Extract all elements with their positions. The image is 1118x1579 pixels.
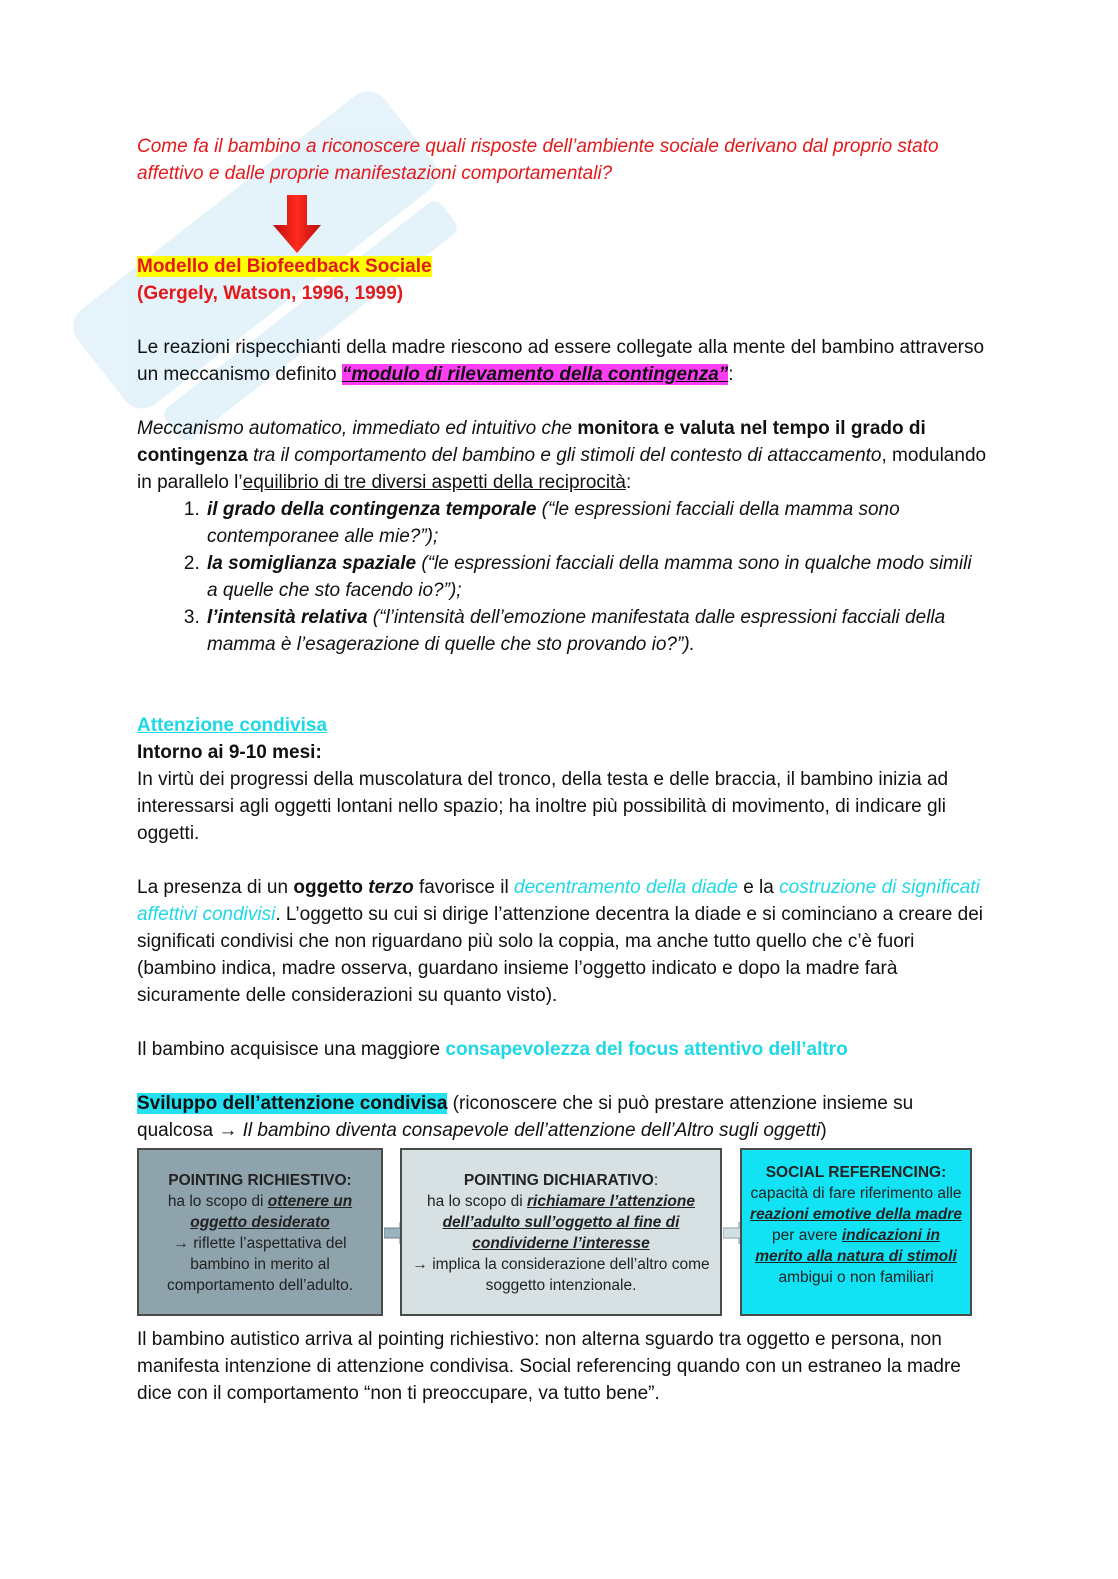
p2-text: La presenza di un: [137, 877, 294, 898]
box-underline: ottenere un oggetto desiderato: [190, 1193, 353, 1231]
box-title: POINTING RICHIESTIVO:: [168, 1172, 352, 1189]
mechanism-bold: monitora e valuta nel tempo il grado di contingenza: [137, 418, 926, 466]
contingency-module-highlight: “modulo di rilevamento della contingenza”: [341, 364, 729, 385]
joint-attention-age: Intorno ai 9-10 mesi:: [137, 742, 322, 763]
box-underline: richiamare l’attenzione dell’adulto sull’oggetto al fine di condividerne l’interesse: [442, 1193, 695, 1252]
box-text-b: → riflette l’aspettativa del bambino in merito al comportamento dell’adulto.: [166, 1235, 354, 1294]
box-social-referencing: [740, 1148, 972, 1316]
list-item-title: il grado della contingenza temporale: [207, 499, 537, 520]
intro-colon: :: [728, 364, 734, 385]
list-item-title: la somiglianza spaziale: [207, 553, 417, 574]
list-item: [205, 550, 987, 604]
box-colon: :: [653, 1172, 659, 1189]
box-text-c: ambigui o non familiari: [778, 1269, 934, 1286]
model-title: Modello del Biofeedback Sociale: [137, 256, 432, 277]
list-item-text: (“le espressioni facciali della mamma sono contemporanee alle mie?”);: [207, 499, 900, 547]
list-item: [205, 604, 987, 658]
development-paragraph: [137, 1090, 987, 1144]
attentive-focus-awareness: consapevolezza del focus attentivo dell’altro: [445, 1039, 848, 1060]
box-underline: indicazioni in merito alla natura di stimoli: [755, 1227, 957, 1265]
opening-question: Come fa il bambino a riconoscere quali risposte dell’ambiente sociale derivano dal proprio stato affettivo e dalle proprie manifestazioni comportamentali?: [137, 136, 939, 184]
reciprocity-underline: equilibrio di tre diversi aspetti della reciprocità: [242, 472, 626, 493]
intro-paragraph: [137, 334, 987, 388]
intro-text: Le reazioni rispecchianti della madre riescono ad essere collegate alla mente del bambino attraverso un meccanismo definito: [137, 337, 985, 385]
p2-text: favorisce il: [413, 877, 514, 898]
box-text-a: ha lo scopo di: [427, 1193, 527, 1210]
p2-text: e la: [737, 877, 780, 898]
box-title: POINTING DICHIARATIVO: [463, 1172, 654, 1189]
mechanism-text-1: Meccanismo automatico, immediato ed intuitivo che: [137, 418, 578, 439]
box-underline: reazioni emotive della madre: [750, 1206, 962, 1223]
pointing-diagram: [137, 1148, 987, 1320]
joint-para-2: [137, 874, 987, 1009]
dyad-decentering: decentramento della diade: [514, 877, 738, 898]
shared-meanings: costruzione di significati affettivi condivisi: [137, 877, 980, 925]
development-italic: Il bambino diventa consapevole dell’attenzione dell’Altro sugli oggetti: [242, 1120, 821, 1141]
joint-para-1: In virtù dei progressi della muscolatura del tronco, della testa e delle braccia, il bambino inizia ad interessarsi agli oggetti lontani nello spazio; ha inoltre più possibilità di movimento, di indicare gli oggetti.: [137, 769, 949, 844]
document-page: [137, 133, 987, 1407]
box-pointing-richiestivo: [137, 1148, 383, 1316]
box-text-a: ha lo scopo di: [167, 1193, 268, 1210]
box-text-b: → implica la considerazione dell’altro come soggetto intenzionale.: [412, 1256, 710, 1294]
mechanism-text-3: , modulando in parallelo l’: [137, 445, 987, 493]
mechanism-text-2: tra il comportamento del bambino e gli stimoli del contesto di attaccamento: [247, 445, 882, 466]
third-object-bold: oggetto: [293, 877, 369, 898]
list-item-title: l’intensità relativa: [207, 607, 368, 628]
list-item-text: (“l’intensità dell’emozione manifestata dalle espressioni facciali della mamma è l’esagerazione di quelle che sto provando io?”).: [207, 607, 946, 655]
box-text: [145, 1191, 375, 1233]
joint-para-3: [137, 1036, 987, 1063]
model-reference: (Gergely, Watson, 1996, 1999): [137, 283, 404, 304]
box-text-a: capacità di fare riferimento alle: [750, 1185, 962, 1202]
mechanism-paragraph: [137, 415, 987, 496]
list-item-text: (“le espressioni facciali della mamma sono in qualche modo simili a quelle che sto facendo io?”);: [207, 553, 972, 601]
box-text-b: per avere: [772, 1227, 842, 1244]
development-text: (riconoscere che si può prestare attenzione insieme su qualcosa →: [137, 1093, 914, 1141]
reciprocity-list: [137, 496, 987, 658]
box-text: [408, 1191, 714, 1254]
p2-text: . L’oggetto su cui si dirige l’attenzione decentra la diade e si cominciano a creare dei significati condivisi che non riguardano più solo la coppia, ma anche tutto quello che c’è fuori (bambino indica, madre osserva, guardano insieme l’oggetto indicato e dopo la madre farà sicuramente delle considerazioni su quanto visto).: [137, 904, 983, 1006]
box-pointing-dichiarativo: [400, 1148, 722, 1316]
box-text: [748, 1183, 964, 1288]
closing-paragraph: Il bambino autistico arriva al pointing richiestivo: non alterna sguardo tra oggetto e persona, non manifesta intenzione di attenzione condivisa. Social referencing quando con un estraneo la madre dice con il comportamento “non ti preoccupare, va tutto bene”.: [137, 1329, 961, 1404]
joint-attention-title: Attenzione condivisa: [137, 715, 328, 736]
development-close: ): [820, 1120, 827, 1141]
p3-text: Il bambino acquisisce una maggiore: [137, 1039, 446, 1060]
box-title: SOCIAL REFERENCING:: [765, 1164, 947, 1181]
mechanism-colon: :: [625, 472, 632, 493]
red-down-arrow-icon: [273, 195, 321, 253]
third-object-italic: terzo: [368, 877, 414, 898]
list-item: [205, 496, 987, 550]
development-title: Sviluppo dell’attenzione condivisa: [137, 1093, 448, 1114]
